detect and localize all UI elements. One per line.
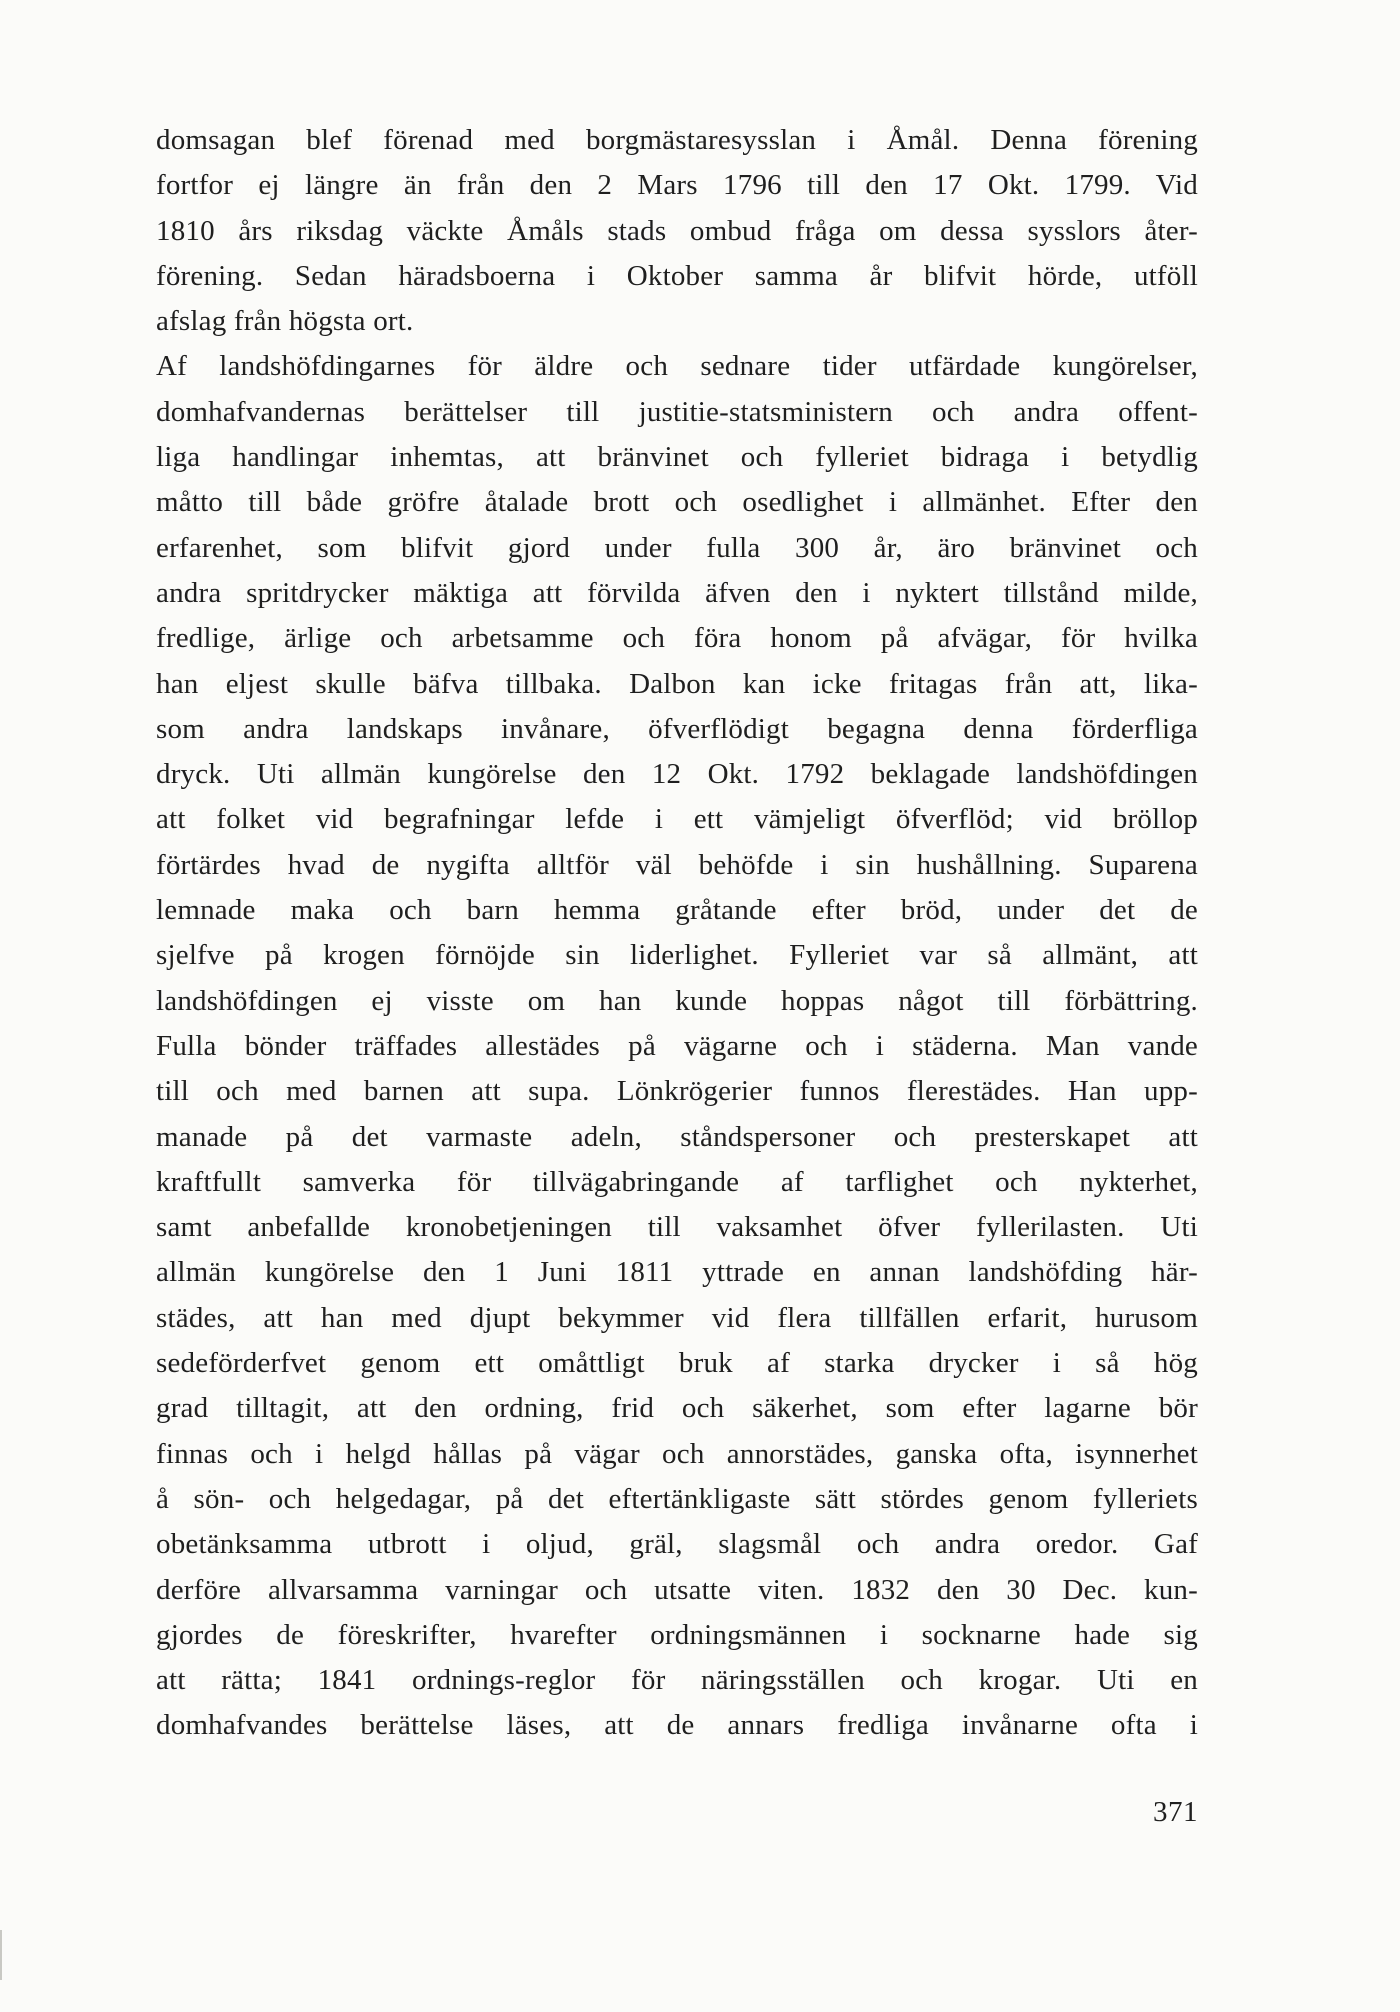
text-line: domsagan blef förenad med borgmästaresysslan i Åmål. Denna förening [156,124,1198,156]
text-line: domhafvandernas berättelser till justitie-statsministern och andra offent- [156,395,1198,428]
text-line: obetänksamma utbrott i oljud, gräl, slagsmål och andra oredor. Gaf [156,1528,1198,1561]
text-line: finnas och i helgd hållas på vägar och annorstädes, ganska ofta, isynnerhet [156,1437,1198,1470]
text-line: lemnade maka och barn hemma gråtande efter bröd, under det de [156,894,1198,927]
text-line: derföre allvarsamma varningar och utsatte viten. 1832 den 30 Dec. kun- [156,1573,1198,1606]
text-line: att rätta; 1841 ordnings-reglor för näringsställen och krogar. Uti en [156,1664,1198,1697]
text-line: allmän kungörelse den 1 Juni 1811 yttrade en annan landshöfding här- [156,1256,1198,1289]
text-line: afslag från högsta ort. [156,305,414,338]
text-line: Fulla bönder träffades allestädes på vägarne och i städerna. Man vande [156,1029,1198,1062]
text-line: att folket vid begrafningar lefde i ett vämjeligt öfverflöd; vid bröllop [156,803,1198,836]
text-line: sedeförderfvet genom ett omåttligt bruk af starka drycker i så hög [156,1347,1198,1380]
text-line: fortfor ej längre än från den 2 Mars 1796 till den 17 Okt. 1799. Vid [156,169,1198,202]
text-line: å sön- och helgedagar, på det eftertänkligaste sätt stördes genom fylleriets [156,1482,1198,1515]
text-line: gjordes de föreskrifter, hvarefter ordningsmännen i socknarne hade sig [156,1618,1198,1651]
text-line: förtärdes hvad de nygifta alltför väl behöfde i sin hushållning. Suparena [156,848,1198,881]
text-line: sjelfve på krogen förnöjde sin liderlighet. Fylleriet var så allmänt, att [156,939,1198,972]
body-text [156,118,1198,1749]
text-line: liga handlingar inhemtas, att bränvinet och fylleriet bidraga i betydlig [156,441,1198,474]
text-line: domhafvandes berättelse läses, att de annars fredliga invånarne ofta i [156,1709,1198,1742]
text-line: 1810 års riksdag väckte Åmåls stads ombud fråga om dessa sysslors åter- [156,214,1198,247]
page-number: 371 [1153,1796,1198,1828]
text-line: Af landshöfdingarnes för äldre och sednare tider utfärdade kungörelser, [156,350,1198,383]
text-line: andra spritdrycker mäktiga att förvilda äfven den i nyktert tillstånd milde, [156,576,1198,609]
text-line: städes, att han med djupt bekymmer vid flera tillfällen erfarit, hurusom [156,1301,1198,1334]
text-line: kraftfullt samverka för tillvägabringande af tarflighet och nykterhet, [156,1165,1198,1198]
text-line: samt anbefallde kronobetjeningen till vaksamhet öfver fyllerilasten. Uti [156,1211,1198,1244]
text-line: till och med barnen att supa. Lönkrögerier funnos flerestädes. Han upp- [156,1075,1198,1108]
text-line: han eljest skulle bäfva tillbaka. Dalbon kan icke fritagas från att, lika- [156,667,1198,700]
text-line: måtto till både gröfre åtalade brott och osedlighet i allmänhet. Efter den [156,486,1198,519]
text-line: grad tilltagit, att den ordning, frid och säkerhet, som efter lagarne bör [156,1392,1198,1425]
text-line: som andra landskaps invånare, öfverflödigt begagna denna förderfliga [156,712,1198,745]
text-line: förening. Sedan häradsboerna i Oktober samma år blifvit hörde, utföll [156,259,1198,292]
text-line: erfarenhet, som blifvit gjord under fulla 300 år, äro bränvinet och [156,531,1198,564]
text-line: landshöfdingen ej visste om han kunde hoppas något till förbättring. [156,984,1198,1017]
scan-edge-mark [0,1930,2,1980]
text-line: dryck. Uti allmän kungörelse den 12 Okt. 1792 beklagade landshöfdingen [156,758,1198,791]
text-line: fredlige, ärlige och arbetsamme och föra honom på afvägar, för hvilka [156,622,1198,655]
text-line: manade på det varmaste adeln, ståndspersoner och presterskapet att [156,1120,1198,1153]
